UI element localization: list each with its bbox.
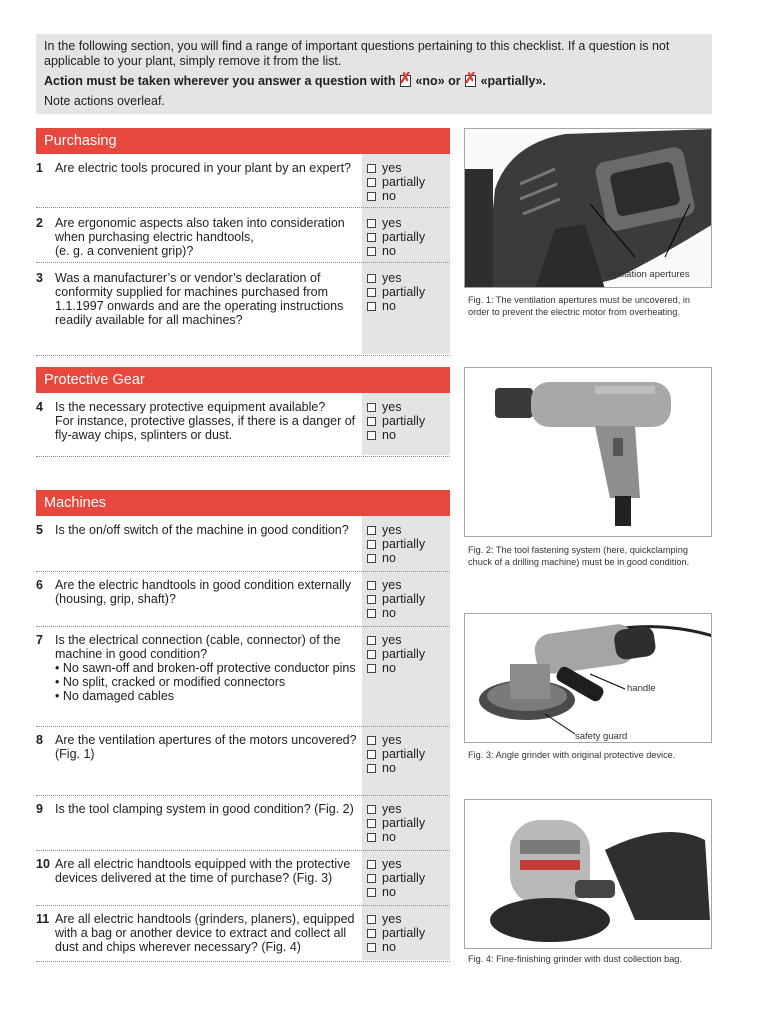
option-label: yes — [382, 733, 402, 747]
figure-3-caption: Fig. 3: Angle grinder with original protective device. — [468, 750, 676, 760]
checked-box-icon: ✗ — [464, 70, 477, 87]
figure-2-caption: Fig. 2: The tool fastening system (here, quickclamping chuck of a drilling machine) must be in good condition. — [468, 545, 690, 567]
checkbox-icon[interactable] — [367, 819, 376, 828]
intro-box — [36, 34, 712, 114]
checkbox-icon[interactable] — [367, 554, 376, 563]
or-label: or — [448, 74, 461, 88]
question-line: Are ergonomic aspects also taken into consideration when purchasing electric handtools, — [55, 216, 345, 244]
option-no[interactable] — [367, 428, 447, 442]
checkbox-icon[interactable] — [367, 636, 376, 645]
divider — [36, 262, 450, 263]
answer-options — [367, 271, 447, 313]
option-partially[interactable] — [367, 926, 447, 940]
checkbox-icon[interactable] — [367, 888, 376, 897]
question-number: 7 — [36, 633, 43, 647]
partially-label: «partially». — [480, 74, 546, 88]
option-no[interactable] — [367, 244, 447, 258]
option-no[interactable] — [367, 761, 447, 775]
option-label: partially — [382, 285, 426, 299]
divider — [36, 795, 450, 796]
option-yes[interactable] — [367, 733, 447, 747]
question-text — [55, 578, 360, 606]
answer-options — [367, 400, 447, 442]
figure-4-orbital-sander — [464, 799, 712, 949]
checkbox-icon[interactable] — [367, 247, 376, 256]
question-line: Is the tool clamping system in good condition? (Fig. 2) — [55, 802, 354, 816]
checkbox-icon[interactable] — [367, 664, 376, 673]
option-no[interactable] — [367, 830, 447, 844]
option-label: yes — [382, 271, 402, 285]
question-number: 2 — [36, 216, 43, 230]
question-line: (e. g. a convenient grip)? — [55, 244, 194, 258]
option-yes[interactable] — [367, 912, 447, 926]
question-line: Was a manufacturer’s or vendor’s declaration of conformity supplied for machines purchased from 1.1.1997 onwards and are the operating instructions readily available for all machines? — [55, 271, 344, 327]
option-label: partially — [382, 926, 426, 940]
question-line: • No damaged cables — [55, 689, 175, 703]
checkbox-icon[interactable] — [367, 805, 376, 814]
checkbox-icon[interactable] — [367, 650, 376, 659]
divider — [36, 726, 450, 727]
answer-options — [367, 733, 447, 775]
question-number: 8 — [36, 733, 43, 747]
answer-options — [367, 857, 447, 899]
question-number: 1 — [36, 161, 43, 175]
option-partially[interactable] — [367, 175, 447, 189]
option-partially[interactable] — [367, 285, 447, 299]
option-label: no — [382, 885, 396, 899]
option-partially[interactable] — [367, 871, 447, 885]
action-instruction — [44, 70, 704, 89]
handle-label: handle — [627, 683, 656, 694]
option-label: yes — [382, 802, 402, 816]
no-label: «no» — [415, 74, 445, 88]
option-label: no — [382, 830, 396, 844]
question-text — [55, 271, 360, 327]
option-label: yes — [382, 216, 402, 230]
option-yes[interactable] — [367, 523, 447, 537]
option-partially[interactable] — [367, 414, 447, 428]
option-label: partially — [382, 747, 426, 761]
question-line: Are electric tools procured in your plant by an expert? — [55, 161, 351, 175]
divider — [36, 207, 450, 208]
option-no[interactable] — [367, 661, 447, 675]
divider — [36, 905, 450, 906]
section-header-machines: Machines — [36, 490, 450, 516]
option-no[interactable] — [367, 885, 447, 899]
option-label: no — [382, 661, 396, 675]
option-label: partially — [382, 414, 426, 428]
question-number: 5 — [36, 523, 43, 537]
option-label: no — [382, 299, 396, 313]
question-text — [55, 802, 360, 816]
option-label: no — [382, 551, 396, 565]
divider — [36, 456, 450, 457]
option-label: yes — [382, 578, 402, 592]
checkbox-icon[interactable] — [367, 943, 376, 952]
divider — [36, 355, 450, 356]
question-text — [55, 523, 360, 537]
note-text: Note actions overleaf. — [44, 94, 165, 108]
option-yes[interactable] — [367, 216, 447, 230]
question-line: Are all electric handtools (grinders, planers), equipped with a bag or another device to extract and collect all dust and chips wherever necessary? (Fig. 4) — [55, 912, 355, 954]
question-number: 6 — [36, 578, 43, 592]
option-label: no — [382, 428, 396, 442]
option-no[interactable] — [367, 940, 447, 954]
question-line: Are the ventilation apertures of the motors uncovered? (Fig. 1) — [55, 733, 357, 761]
checkbox-icon[interactable] — [367, 178, 376, 187]
question-text — [55, 161, 360, 175]
checkbox-icon[interactable] — [367, 581, 376, 590]
question-number: 9 — [36, 802, 43, 816]
answer-options — [367, 912, 447, 954]
checkbox-icon[interactable] — [367, 431, 376, 440]
question-line: Are all electric handtools equipped with the protective devices delivered at the time of purchase? (Fig. 3) — [55, 857, 351, 885]
option-yes[interactable] — [367, 802, 447, 816]
question-text — [55, 216, 360, 258]
safety-guard-label: safety guard — [575, 731, 628, 742]
option-yes[interactable] — [367, 633, 447, 647]
option-label: no — [382, 606, 396, 620]
question-number: 10 — [36, 857, 50, 871]
option-label: partially — [382, 816, 426, 830]
question-line: • No sawn-off and broken-off protective conductor pins — [55, 661, 356, 675]
option-yes[interactable] — [367, 161, 447, 175]
option-label: no — [382, 940, 396, 954]
question-text — [55, 633, 360, 703]
option-partially[interactable] — [367, 537, 447, 551]
option-partially[interactable] — [367, 592, 447, 606]
section-header-protective-gear: Protective Gear — [36, 367, 450, 393]
checkbox-icon[interactable] — [367, 526, 376, 535]
option-label: yes — [382, 161, 402, 175]
option-label: partially — [382, 230, 426, 244]
section-header-purchasing: Purchasing — [36, 128, 450, 154]
ventilation-apertures-label: ventilation apertures — [604, 269, 690, 280]
option-label: partially — [382, 647, 426, 661]
question-line: Is the electrical connection (cable, connector) of the machine in good condition? — [55, 633, 341, 661]
option-no[interactable] — [367, 606, 447, 620]
question-text — [55, 733, 360, 761]
option-label: no — [382, 244, 396, 258]
checked-box-icon: ✗ — [398, 70, 412, 87]
checkbox-icon[interactable] — [367, 403, 376, 412]
checkbox-icon[interactable] — [367, 595, 376, 604]
answer-options — [367, 802, 447, 844]
option-label: yes — [382, 523, 402, 537]
checkbox-icon[interactable] — [367, 833, 376, 842]
option-label: yes — [382, 633, 402, 647]
question-line: • No split, cracked or modified connectors — [55, 675, 286, 689]
question-line: Are the electric handtools in good condition externally (housing, grip, shaft)? — [55, 578, 352, 606]
checkbox-icon[interactable] — [367, 874, 376, 883]
option-partially[interactable] — [367, 230, 447, 244]
figure-1-drill-closeup — [464, 128, 712, 288]
option-label: partially — [382, 175, 426, 189]
checkbox-icon[interactable] — [367, 233, 376, 242]
answer-options — [367, 216, 447, 258]
checkbox-icon[interactable] — [367, 750, 376, 759]
checkbox-icon[interactable] — [367, 164, 376, 173]
option-yes[interactable] — [367, 857, 447, 871]
option-no[interactable] — [367, 551, 447, 565]
question-text — [55, 912, 360, 954]
option-partially[interactable] — [367, 647, 447, 661]
checkbox-icon[interactable] — [367, 219, 376, 228]
option-no[interactable] — [367, 189, 447, 203]
question-line: For instance, protective glasses, if there is a danger of fly-away chips, splinters or dust. — [55, 414, 356, 442]
option-label: yes — [382, 400, 402, 414]
checkbox-icon[interactable] — [367, 302, 376, 311]
action-text: Action must be taken wherever you answer a question with — [44, 74, 396, 88]
checkbox-icon[interactable] — [367, 609, 376, 618]
option-label: yes — [382, 857, 402, 871]
divider — [36, 850, 450, 851]
divider — [36, 626, 450, 627]
answer-options — [367, 161, 447, 203]
option-partially[interactable] — [367, 747, 447, 761]
option-partially[interactable] — [367, 816, 447, 830]
option-yes[interactable] — [367, 400, 447, 414]
checkbox-icon[interactable] — [367, 274, 376, 283]
answer-options — [367, 523, 447, 565]
figure-3-angle-grinder — [464, 613, 712, 743]
figure-2-drill — [464, 367, 712, 537]
option-label: partially — [382, 592, 426, 606]
intro-text: In the following section, you will find a range of important questions pertaining to this checklist. If a question is not applicable to your plant, simply remove it from the list. — [44, 39, 670, 68]
question-text — [55, 857, 360, 885]
checkbox-icon[interactable] — [367, 860, 376, 869]
question-text — [55, 400, 360, 442]
answer-options — [367, 633, 447, 675]
question-number: 11 — [36, 912, 50, 926]
question-number: 4 — [36, 400, 43, 414]
question-line: Is the on/off switch of the machine in good condition? — [55, 523, 349, 537]
checkbox-icon[interactable] — [367, 736, 376, 745]
divider — [36, 961, 450, 962]
option-yes[interactable] — [367, 578, 447, 592]
option-label: partially — [382, 871, 426, 885]
checkbox-icon[interactable] — [367, 929, 376, 938]
checkbox-icon[interactable] — [367, 915, 376, 924]
option-label: yes — [382, 912, 402, 926]
option-label: no — [382, 761, 396, 775]
option-yes[interactable] — [367, 271, 447, 285]
checkbox-icon[interactable] — [367, 417, 376, 426]
checkbox-icon[interactable] — [367, 764, 376, 773]
divider — [36, 571, 450, 572]
option-label: partially — [382, 537, 426, 551]
checkbox-icon[interactable] — [367, 192, 376, 201]
answer-options — [367, 578, 447, 620]
option-label: no — [382, 189, 396, 203]
question-number: 3 — [36, 271, 43, 285]
figure-4-caption: Fig. 4: Fine-finishing grinder with dust collection bag. — [468, 954, 682, 964]
question-line: Is the necessary protective equipment available? — [55, 400, 326, 414]
option-no[interactable] — [367, 299, 447, 313]
figure-1-caption: Fig. 1: The ventilation apertures must be uncovered, in order to prevent the electric motor from overheating. — [468, 295, 690, 317]
checkbox-icon[interactable] — [367, 288, 376, 297]
checkbox-icon[interactable] — [367, 540, 376, 549]
